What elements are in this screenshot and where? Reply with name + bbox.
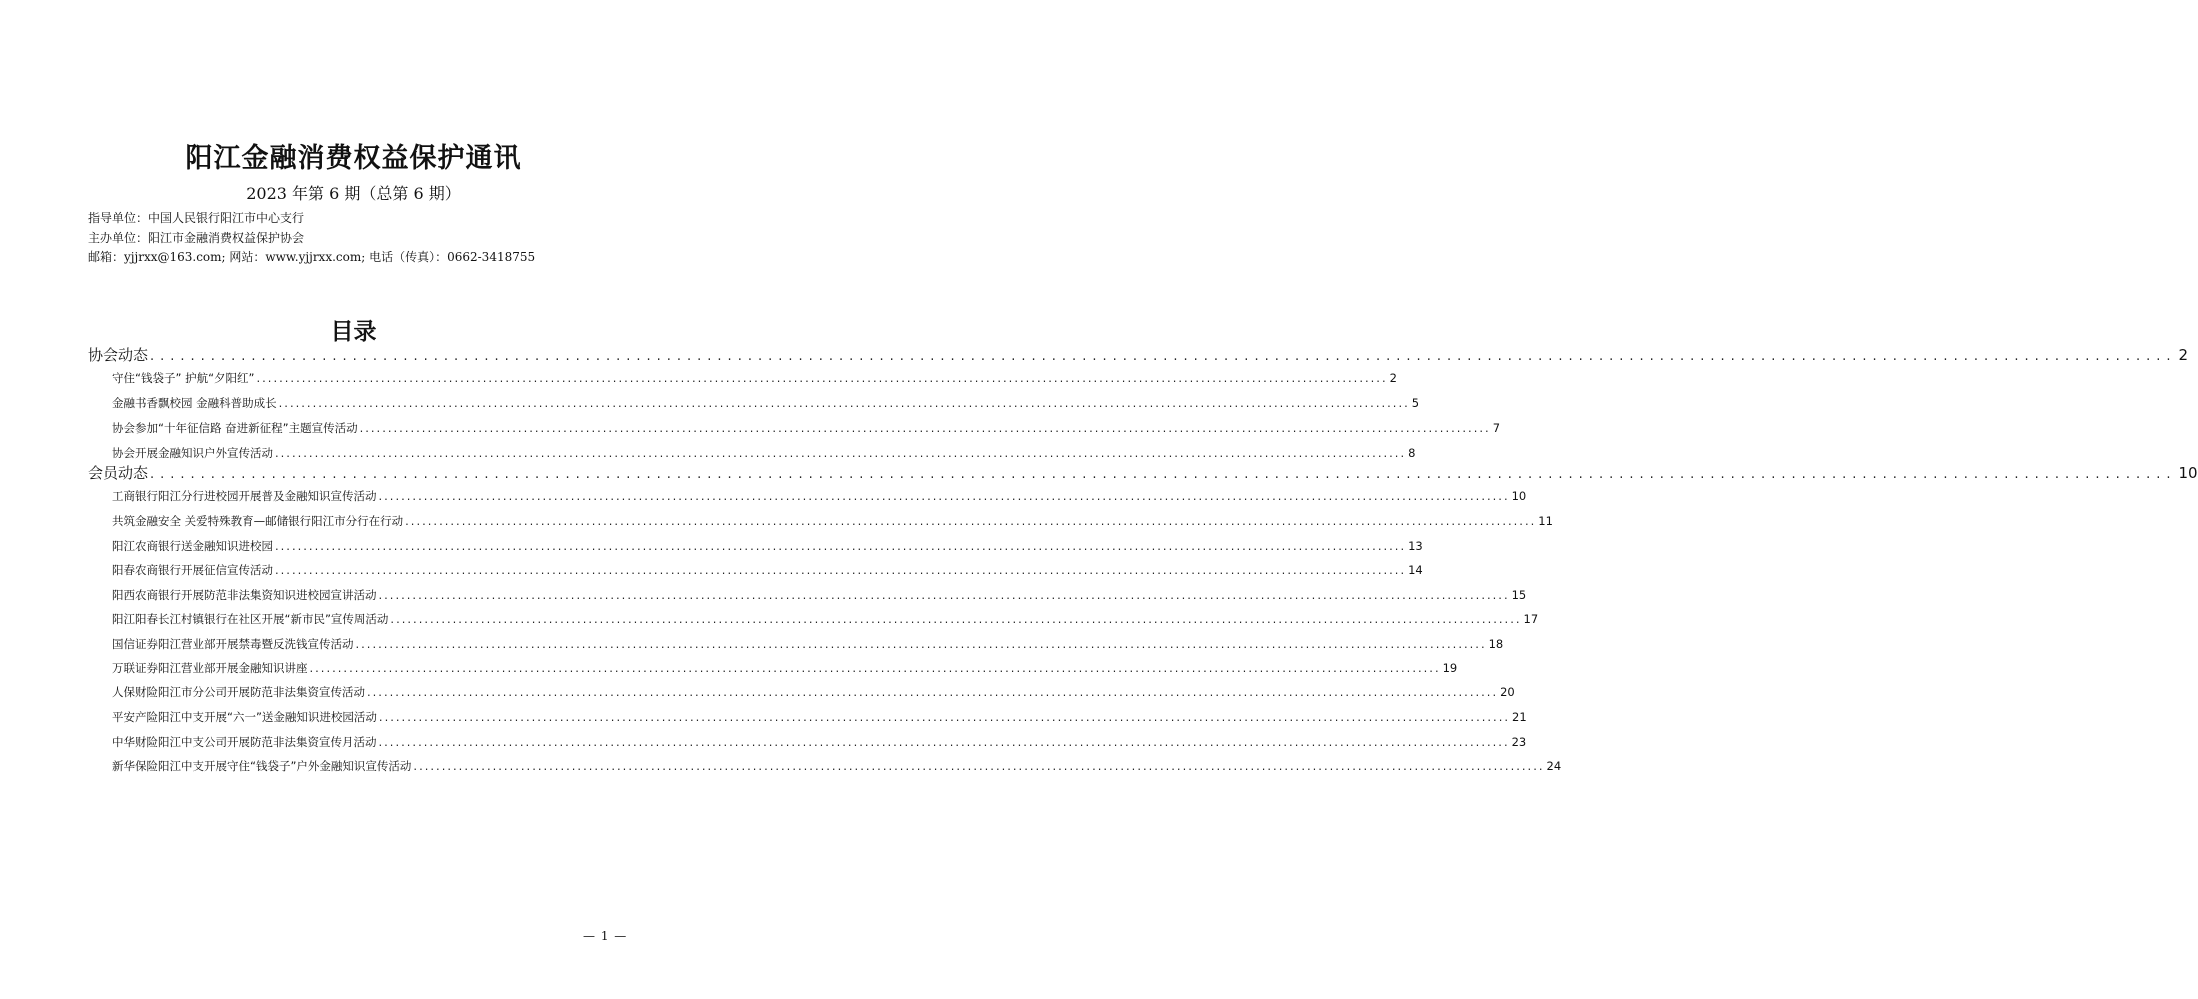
toc-entry-page: 5 (1411, 396, 1420, 410)
toc-entry-page: 19 (1442, 661, 1458, 675)
issue-number: 2023 年第 6 期（总第 6 期） (246, 184, 461, 203)
toc-section-page: 2 (2178, 346, 2189, 364)
toc-entry-title: 共筑金融安全 关爱特殊教育—邮储银行阳江市分行在行动 (112, 514, 404, 528)
toc-entry-row[interactable] (112, 587, 1527, 603)
toc-section-title: 协会动态 (88, 346, 149, 364)
toc-section-page: 10 (2178, 464, 2198, 482)
toc-entry-title: 阳江阳春长江村镇银行在社区开展“新市民”宣传周活动 (112, 612, 389, 626)
toc-leader-dots: ........................................................................................................................................................................................................ (275, 446, 1407, 460)
toc-leader-dots: ........................................................................................................................................................................................................ (378, 489, 1510, 503)
toc-entry-page: 18 (1488, 637, 1504, 651)
toc-entry-row[interactable] (112, 684, 1515, 700)
toc-leader-dots: ........................................................................................................................................................................................................ (378, 735, 1510, 749)
toc-leader-dots: ........................................................................................................................................................................................................ (413, 759, 1545, 773)
toc-entry-page: 21 (1512, 710, 1527, 724)
contact-info: 邮箱：yjjrxx@163.com; 网站：www.yjjrxx.com; 电话（传真）：0662-3418755 (88, 250, 536, 264)
toc-leader-dots: ........................................................................................................................................................................................................ (309, 661, 1441, 675)
toc-entry-title: 协会开展金融知识户外宣传活动 (112, 446, 273, 460)
toc-entry-title: 工商银行阳江分行进校园开展普及金融知识宣传活动 (112, 489, 377, 503)
toc-entry-page: 8 (1408, 446, 1416, 460)
toc-leader-dots: ........................................................................................................................................................................................................ (150, 349, 2177, 364)
toc-leader-dots: ........................................................................................................................................................................................................ (150, 467, 2177, 482)
toc-leader-dots: ........................................................................................................................................................................................................ (275, 539, 1407, 553)
toc-leader-dots: ........................................................................................................................................................................................................ (355, 637, 1487, 651)
toc-entry-title: 阳西农商银行开展防范非法集资知识进校园宣讲活动 (112, 588, 377, 602)
toc-section-row[interactable] (88, 344, 2189, 365)
toc-entry-row[interactable] (112, 445, 1416, 461)
toc-entry-page: 13 (1408, 539, 1423, 553)
toc-entry-page: 10 (1511, 489, 1527, 503)
toc-entry-page: 23 (1511, 735, 1527, 749)
toc-entry-title: 协会参加“十年征信路 奋进新征程”主题宣传活动 (112, 421, 358, 435)
toc-leader-dots: ........................................................................................................................................................................................................ (390, 612, 1522, 626)
toc-entry-title: 阳江农商银行送金融知识进校园 (112, 539, 273, 553)
toc-entry-page: 15 (1511, 588, 1527, 602)
toc-leader-dots: ........................................................................................................................................................................................................ (256, 371, 1388, 385)
host-unit: 主办单位：阳江市金融消费权益保护协会 (88, 231, 305, 245)
toc-entry-row[interactable] (112, 734, 1527, 750)
toc-entry-title: 人保财险阳江市分公司开展防范非法集资宣传活动 (112, 685, 365, 699)
toc-leader-dots: ........................................................................................................................................................................................................ (275, 563, 1407, 577)
toc-entry-page: 14 (1408, 563, 1423, 577)
page-number: — 1 — (583, 929, 628, 943)
toc-entry-row[interactable] (112, 370, 1397, 386)
toc-entry-title: 阳春农商银行开展征信宣传活动 (112, 563, 273, 577)
toc-entry-row[interactable] (112, 395, 1420, 411)
toc-entry-page: 24 (1546, 759, 1562, 773)
toc-entry-row[interactable] (112, 420, 1501, 436)
toc-entry-page: 2 (1389, 371, 1397, 385)
toc-entry-page: 20 (1500, 685, 1515, 699)
toc-entry-page: 11 (1538, 514, 1553, 528)
toc-entry-title: 守住“钱袋子” 护航“夕阳红” (112, 371, 255, 385)
toc-leader-dots: ........................................................................................................................................................................................................ (405, 514, 1537, 528)
toc-entry-title: 中华财险阳江中支公司开展防范非法集资宣传月活动 (112, 735, 377, 749)
toc-leader-dots: ........................................................................................................................................................................................................ (367, 685, 1499, 699)
toc-leader-dots: ........................................................................................................................................................................................................ (359, 421, 1491, 435)
toc-entry-row[interactable] (112, 758, 1562, 774)
toc-leader-dots: ........................................................................................................................................................................................................ (378, 588, 1510, 602)
toc-section-row[interactable] (88, 462, 2198, 483)
toc-section-title: 会员动态 (88, 464, 149, 482)
toc-entry-title: 万联证券阳江营业部开展金融知识讲座 (112, 661, 308, 675)
toc-leader-dots: ........................................................................................................................................................................................................ (378, 710, 1511, 724)
toc-leader-dots: ........................................................................................................................................................................................................ (278, 396, 1410, 410)
toc-entry-page: 17 (1523, 612, 1539, 626)
newsletter-title: 阳江金融消费权益保护通讯 (185, 143, 522, 174)
toc-entry-row[interactable] (112, 513, 1553, 529)
toc-entry-page: 7 (1492, 421, 1501, 435)
guidance-unit: 指导单位：中国人民银行阳江市中心支行 (88, 211, 305, 225)
toc-entry-row[interactable] (112, 709, 1527, 725)
toc-entry-row[interactable] (112, 538, 1423, 554)
toc-entry-row[interactable] (112, 562, 1423, 578)
toc-entry-title: 国信证券阳江营业部开展禁毒暨反洗钱宣传活动 (112, 637, 354, 651)
toc-entry-title: 平安产险阳江中支开展“六一”送金融知识进校园活动 (112, 710, 377, 724)
toc-heading: 目录 (330, 319, 377, 345)
toc-entry-row[interactable] (112, 488, 1527, 504)
toc-entry-row[interactable] (112, 636, 1504, 652)
toc-entry-row[interactable] (112, 660, 1458, 676)
toc-entry-title: 新华保险阳江中支开展守住“钱袋子”户外金融知识宣传活动 (112, 759, 412, 773)
toc-entry-title: 金融书香飘校园 金融科普助成长 (112, 396, 277, 410)
toc-entry-row[interactable] (112, 611, 1539, 627)
